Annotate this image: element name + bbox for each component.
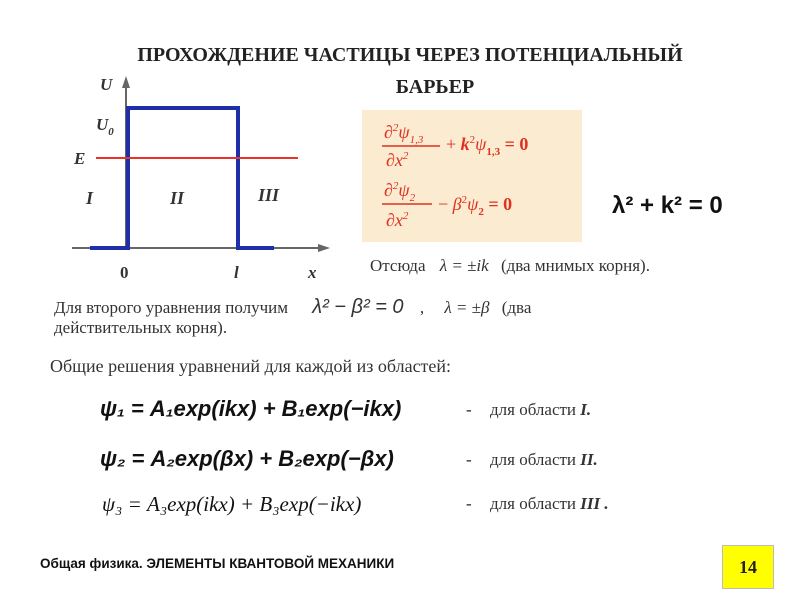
svg-text:∂2ψ1,3: $\partial^2\psi_{1,3}$ — [384, 122, 424, 146]
region-1-label: I — [86, 188, 94, 208]
region-2-label: II — [170, 188, 185, 208]
solution-region-1-formula: ψ₁ = A₁exp(ikx) + B₁exp(−ikx) — [100, 396, 402, 421]
solution-3-dash: - — [466, 494, 472, 513]
svg-text:∂x2: $\partial x^2$ — [386, 150, 409, 170]
barrier-diagram — [60, 70, 340, 290]
roots-line-imaginary — [370, 256, 650, 276]
tick-l-label: l — [234, 263, 239, 282]
slide-title-line2: БАРЬЕР — [395, 76, 475, 98]
u0-label: $U_0$ — [96, 115, 114, 138]
footer-course-title: Общая физика. ЭЛЕМЕНТЫ КВАНТОВОЙ МЕХАНИКИ — [40, 556, 395, 571]
roots1-formula: λ = ±ik — [439, 256, 489, 275]
solution-1-label: для области I. — [490, 400, 592, 419]
solution-region-3-formula: ψ₃ = A₃exp(ikx) + B₃exp(−ikx) — [102, 492, 362, 516]
characteristic-equation: λ² + k² = 0 — [612, 192, 723, 219]
roots2-prefix: Для второго уравнения получим — [54, 298, 288, 317]
slide-title-line1: ПРОХОЖДЕНИЕ ЧАСТИЦЫ ЧЕРЕЗ ПОТЕНЦИАЛЬНЫЙ — [137, 44, 683, 66]
roots2-separator: , — [419, 298, 425, 317]
energy-label: E — [74, 149, 86, 168]
solution-2-label: для области II. — [490, 450, 598, 469]
u-axis-arrow — [122, 76, 130, 88]
x-axis-arrow — [318, 244, 330, 252]
roots2-continuation: действительных корня). — [54, 318, 228, 337]
solution-3-label: для области III . — [490, 494, 609, 513]
roots-line-real — [54, 296, 531, 319]
axis-u-label: U — [100, 75, 113, 94]
equation-region-2 — [382, 180, 512, 230]
roots2-formula1: λ² − β² = 0 — [312, 296, 404, 318]
roots2-formula2: λ = ±β — [444, 298, 490, 317]
roots2-suffix: (два — [501, 298, 532, 317]
equation-region-1-3 — [382, 122, 528, 170]
schrodinger-equations — [362, 110, 582, 242]
svg-text:∂2ψ2: $\partial^2\psi_2$ — [384, 180, 416, 204]
roots1-suffix: (два мнимых корня). — [500, 256, 650, 275]
axis-x-label: x — [308, 263, 317, 282]
solution-region-2-formula: ψ₂ = A₂exp(βx) + B₂exp(−βx) — [100, 446, 394, 471]
region-3-label: III — [258, 185, 280, 205]
roots1-prefix: Отсюда — [370, 256, 426, 275]
barrier-shape — [90, 108, 274, 248]
general-solutions-heading: Общие решения уравнений для каждой из областей: — [50, 356, 452, 376]
svg-text:+ k2ψ1,3 = 0: + $k^2\psi_{1,3} = 0$ — [446, 134, 529, 158]
solution-1-dash: - — [466, 400, 472, 419]
page-number-badge: 14 — [722, 545, 774, 589]
tick-0-label: 0 — [120, 263, 129, 282]
svg-text:− β2ψ2 = 0: − $\beta^2\psi_2 = 0$ — [438, 194, 513, 218]
solution-2-dash: - — [466, 450, 472, 469]
svg-text:∂x2: $\partial x^2$ — [386, 210, 409, 230]
